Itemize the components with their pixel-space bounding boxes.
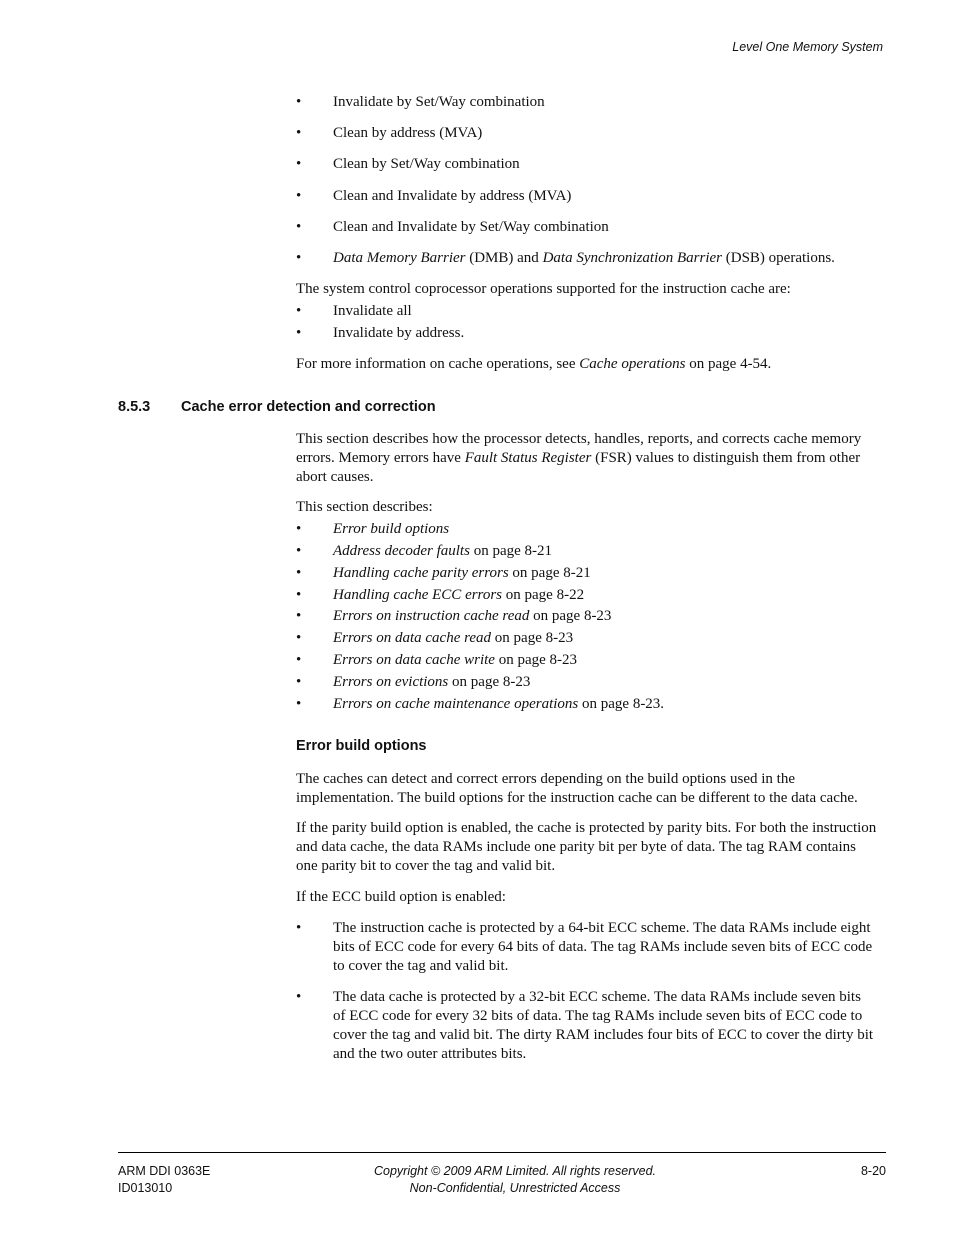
toc-item (333, 607, 886, 626)
text-line: The instruction cache is protected by a 64-bit ECC scheme. The data RAMs include eight (333, 920, 871, 936)
access-text: Non-Confidential, Unrestricted Access (409, 1181, 621, 1195)
toc-link[interactable]: Handling cache parity errors (333, 565, 509, 581)
footer-doc-ids (118, 1163, 210, 1197)
cross-reference-link[interactable]: Cache operations (579, 356, 686, 372)
section-number: 8.5.3 (118, 399, 151, 415)
bullet-marker: • (296, 920, 302, 936)
toc-link[interactable]: Errors on evictions (333, 674, 449, 690)
toc-link[interactable]: Errors on data cache write (333, 652, 495, 668)
bullet-marker: • (296, 250, 302, 266)
list-item: Clean and Invalidate by Set/Way combination (333, 219, 609, 235)
toc-item (333, 542, 886, 561)
toc-link[interactable]: Address decoder faults (333, 543, 470, 559)
list-item: Clean and Invalidate by address (MVA) (333, 188, 572, 204)
toc-page: on page 8-22 (502, 587, 585, 603)
toc-link[interactable]: Errors on cache maintenance operations (333, 696, 579, 712)
bullet-marker: • (296, 587, 302, 603)
text-line (296, 449, 886, 468)
section-heading (118, 399, 436, 415)
bullet-marker: • (296, 630, 302, 646)
list-item: Invalidate by address. (333, 325, 465, 341)
text: (FSR) values to distinguish them from other (591, 450, 861, 466)
toc-page: on page 8-23 (529, 608, 612, 624)
toc-link[interactable]: Errors on data cache read (333, 630, 492, 646)
toc-item (333, 586, 886, 605)
bullet-marker: • (296, 674, 302, 690)
footer-divider (118, 1152, 886, 1153)
toc-item (333, 695, 886, 714)
build-options-paragraph (296, 770, 886, 808)
list-item: Invalidate all (333, 303, 412, 319)
text-line: abort causes. (296, 469, 374, 485)
bullet-marker: • (296, 325, 302, 341)
text: on page 4-54. (685, 356, 772, 372)
section-title: Cache error detection and correction (181, 399, 436, 415)
subsection-heading: Error build options (296, 738, 427, 754)
bullet-marker: • (296, 652, 302, 668)
toc-link[interactable]: Error build options (333, 521, 450, 537)
copyright-text: Copyright © 2009 ARM Limited. All rights reserved. (373, 1164, 656, 1178)
toc-page: on page 8-23 (448, 674, 531, 690)
footer-copyright (300, 1163, 730, 1197)
list-item-barriers (333, 249, 886, 268)
bullet-marker: • (296, 94, 302, 110)
list-item: Invalidate by Set/Way combination (333, 94, 545, 110)
text-line: to cover the tag and valid bit. (333, 958, 509, 974)
more-info-paragraph (296, 355, 886, 374)
text-line: implementation. The build options for the instruction cache can be different to the data cache. (296, 790, 858, 806)
text-line: one parity bit to cover the tag and valid bit. (296, 858, 556, 874)
text-line: bits of ECC code for every 64 bits of data. The tag RAMs include seven bits of ECC code (333, 939, 873, 955)
running-header: Level One Memory System (732, 40, 883, 54)
toc-page: on page 8-23 (494, 652, 577, 668)
icache-intro: The system control coprocessor operations supported for the instruction cache are: (296, 281, 791, 297)
text: For more information on cache operations, see (296, 356, 580, 372)
text-line: If the parity build option is enabled, the cache is protected by parity bits. For both the instruction (296, 820, 877, 836)
toc-item (333, 629, 886, 648)
toc-item (333, 651, 886, 670)
list-item: Clean by address (MVA) (333, 125, 483, 141)
bullet-marker: • (296, 156, 302, 172)
bullet-marker: • (296, 565, 302, 581)
bullet-marker: • (296, 303, 302, 319)
toc-item (333, 564, 886, 583)
text-line: The data cache is protected by a 32-bit ECC scheme. The data RAMs include seven bits (333, 989, 861, 1005)
list-item: Clean by Set/Way combination (333, 156, 520, 172)
doc-id: ARM DDI 0363E (118, 1164, 211, 1178)
text-line: and the two outer attributes bits. (333, 1046, 527, 1062)
ecc-list-item (333, 988, 886, 1064)
toc-page: on page 8-23. (578, 696, 665, 712)
list-text: (DMB) and (465, 250, 543, 266)
dmb-term: Data Memory Barrier (333, 250, 466, 266)
toc-page: on page 8-23 (491, 630, 574, 646)
toc-link[interactable]: Errors on instruction cache read (333, 608, 530, 624)
describes-label: This section describes: (296, 499, 433, 515)
toc-page: on page 8-21 (508, 565, 591, 581)
text-line: of ECC code for every 32 bits of data. The tag RAMs include seven bits of ECC code to (333, 1008, 863, 1024)
section-intro-paragraph (296, 430, 886, 487)
dsb-term: Data Synchronization Barrier (542, 250, 722, 266)
text-line: The caches can detect and correct errors depending on the build options used in the (296, 771, 795, 787)
ecc-intro: If the ECC build option is enabled: (296, 889, 506, 905)
issue-id: ID013010 (118, 1181, 173, 1195)
text-line: cover the tag and valid bit. The dirty RAM includes four bits of ECC to cover the dirty bit (333, 1027, 874, 1043)
text: errors. Memory errors have (296, 450, 465, 466)
bullet-marker: • (296, 219, 302, 235)
text-line: and data cache, the data RAMs include one parity bit per byte of data. The tag RAM contains (296, 839, 856, 855)
toc-item (333, 673, 886, 692)
list-text: (DSB) operations. (722, 250, 835, 266)
bullet-marker: • (296, 543, 302, 559)
ecc-list-item (333, 919, 886, 976)
bullet-marker: • (296, 608, 302, 624)
bullet-marker: • (296, 188, 302, 204)
bullet-marker: • (296, 989, 302, 1005)
bullet-marker: • (296, 521, 302, 537)
toc-link[interactable]: Handling cache ECC errors (333, 587, 503, 603)
bullet-marker: • (296, 125, 302, 141)
toc-page: on page 8-21 (469, 543, 552, 559)
bullet-marker: • (296, 696, 302, 712)
toc-item (333, 520, 886, 539)
page-number: 8-20 (860, 1164, 886, 1178)
fsr-term: Fault Status Register (464, 450, 592, 466)
text-line: This section describes how the processor detects, handles, reports, and corrects cache memory (296, 431, 862, 447)
parity-paragraph (296, 819, 886, 876)
